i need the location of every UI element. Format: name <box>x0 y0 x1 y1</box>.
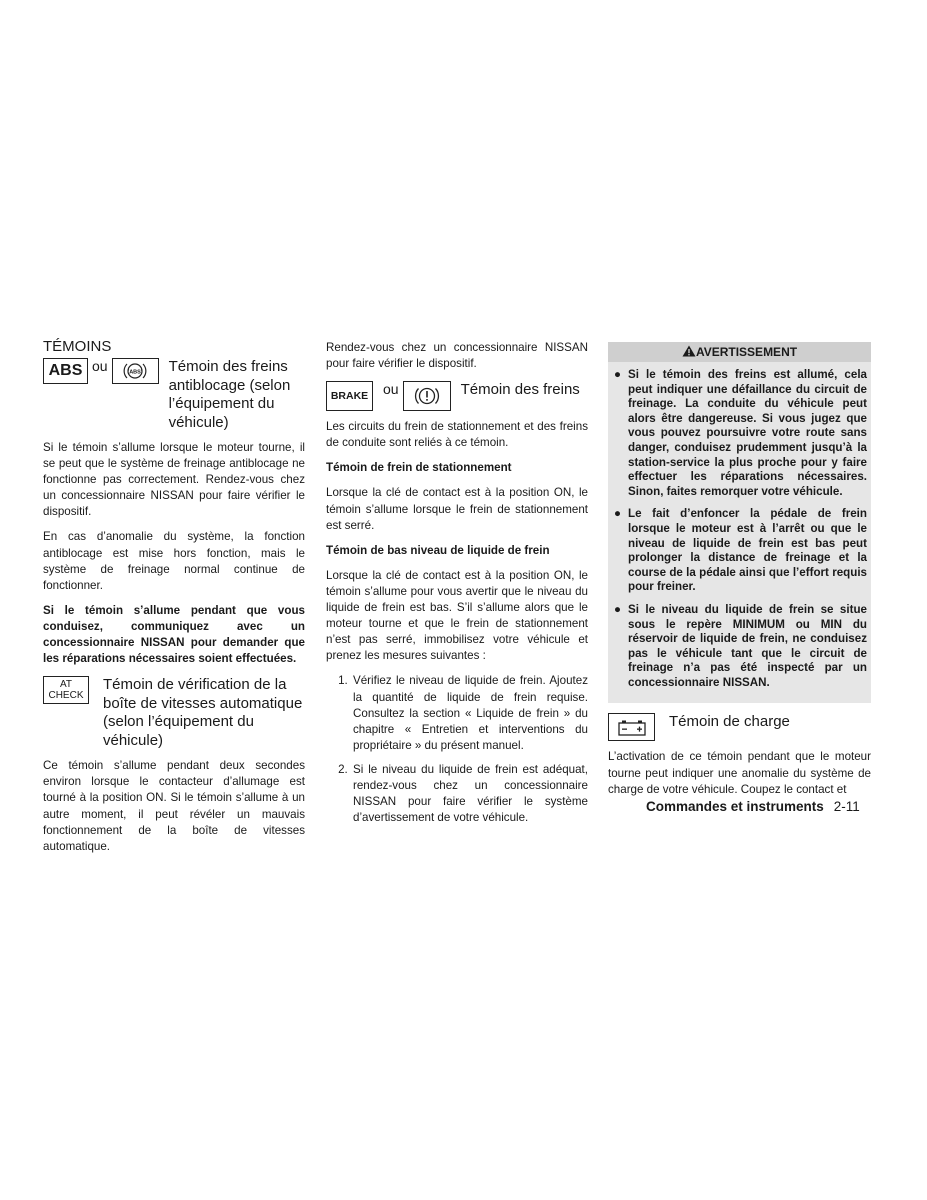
brake-label-icon: BRAKE <box>326 381 373 411</box>
page-footer <box>646 799 860 814</box>
abs-circle-icon-text: (ABS) <box>127 369 143 376</box>
brake-title: Témoin des freins <box>460 381 580 399</box>
section-title: TÉMOINS <box>43 338 112 355</box>
warning-header <box>608 342 871 362</box>
warning-triangle-icon <box>682 345 696 357</box>
abs-paragraph-1: Si le témoin s’allume lorsque le moteur tourne, il se peut que le système de freinage antiblocage ne fonctionne pas correctement. Rendez-vous chez un concessionnaire NISSAN pour faire vérifier le dispositif. <box>43 441 305 519</box>
warning-bullets <box>608 362 871 690</box>
abs-label-icon: ABS <box>43 358 88 384</box>
abs-title: Témoin des freins antiblocage (selon l’équipement du véhicule) <box>168 358 291 431</box>
battery-icon <box>608 713 655 741</box>
column-1 <box>43 338 305 864</box>
brake-warning-row <box>326 381 588 411</box>
abs-circle-icon <box>112 358 159 384</box>
warning-box <box>608 342 871 703</box>
bullet-icon: ● <box>614 368 622 381</box>
list-item: 1. Vérifiez le niveau de liquide de frein. Ajoutez la quantité de liquide de frein requise. Consultez la section « Liquide de frein » du chapitre « Entretien et interventions du propriétaire » du présent manuel. <box>351 673 588 753</box>
at-check-line-1: AT <box>59 679 73 691</box>
bullet-icon: ● <box>614 507 622 521</box>
parking-brake-heading: Témoin de frein de stationnement <box>326 461 512 475</box>
abs-paragraph-2: En cas d’anomalie du système, la fonction antiblocage est mise hors fonction, mais le système de freinage normal continue de fonctionner. <box>43 530 305 592</box>
bullet-icon: ● <box>614 602 622 616</box>
brake-paragraph-1: Les circuits du frein de stationnement et des freins de conduite sont reliés à ce témoin. <box>326 420 588 450</box>
abs-warning-row <box>43 358 305 432</box>
charge-paragraph: L’activation de ce témoin pendant que le moteur tourne peut indiquer une anomalie du système de charge de votre véhicule. Coupez le contact et <box>608 750 871 796</box>
warning-title: AVERTISSEMENT <box>695 345 798 359</box>
page-number: 2-11 <box>833 799 860 814</box>
column-2 <box>326 340 588 834</box>
or-text: ou <box>383 381 399 398</box>
brake-fluid-steps <box>326 673 588 826</box>
at-check-line-2: CHECK <box>48 690 84 702</box>
brake-circle-icon <box>403 381 451 411</box>
list-item: ● Si le témoin des freins est allumé, cela peut indiquer une défaillance du circuit de freinage. La conduite du véhicule peut alors être dangereuse. Si vous jugez que vous pouvez poursuivre votre route sans danger, conduisez prudemment jusqu’à la station-service la plus proche pour y faire effectuer les réparations nécessaires. Sinon, faites remorquer votre véhicule. <box>614 368 867 498</box>
col2-intro-paragraph: Rendez-vous chez un concessionnaire NISSAN pour faire vérifier le dispositif. <box>326 341 588 371</box>
brake-fluid-paragraph: Lorsque la clé de contact est à la position ON, le témoin s’allume pour vous avertir que le niveau du liquide de frein est bas. S’il s’allume alors que le moteur tourne et que le frein de stationnement n’est pas serré, immobilisez votre véhicule et prenez les mesures suivantes : <box>326 568 588 663</box>
at-check-icon <box>43 676 89 704</box>
brake-fluid-heading: Témoin de bas niveau de liquide de frein <box>326 543 550 557</box>
list-item: ● Le fait d’enfoncer la pédale de frein lorsque le moteur est à l’arrêt ou que le niveau de liquide de frein est bas peut prolonger la distance de freinage et la course de la pédale ainsi que l’effort requis pour freiner. <box>614 507 867 594</box>
or-text: ou <box>92 358 108 374</box>
at-check-title: Témoin de vérification de la boîte de vitesses automatique (selon l’équipement du véhicule) <box>103 676 303 749</box>
footer-section: Commandes et instruments <box>646 799 824 814</box>
abs-paragraph-3: Si le témoin s’allume pendant que vous conduisez, communiquez avec un concessionnaire NISSAN pour demander que les réparations nécessaires soient effectuées. <box>43 603 305 666</box>
charge-warning-row <box>608 713 871 741</box>
charge-title: Témoin de charge <box>669 713 790 731</box>
at-paragraph: Ce témoin s’allume pendant deux secondes environ lorsque le contacteur d’allumage est tourné à la position ON. Si le témoin s’allume à un autre moment, il peut révéler un mauvais fonctionnement de la boîte de vitesses automatique. <box>43 759 305 853</box>
list-item: 2. Si le niveau du liquide de frein est adéquat, rendez-vous chez un concessionnaire NISSAN pour faire vérifier le système d’avertissement de votre véhicule. <box>351 762 588 826</box>
at-check-row <box>43 676 305 750</box>
column-3 <box>608 342 871 807</box>
list-item: ● Si le niveau du liquide de frein se situe sous le repère MINIMUM ou MIN du réservoir de liquide de frein, ne conduisez pas le véhicule tant que le circuit de freinage n’a pas été inspecté par un concessionnaire NISSAN. <box>614 602 867 689</box>
parking-brake-paragraph: Lorsque la clé de contact est à la position ON, le témoin s’allume lorsque le frein de stationnement est serré. <box>326 486 588 532</box>
